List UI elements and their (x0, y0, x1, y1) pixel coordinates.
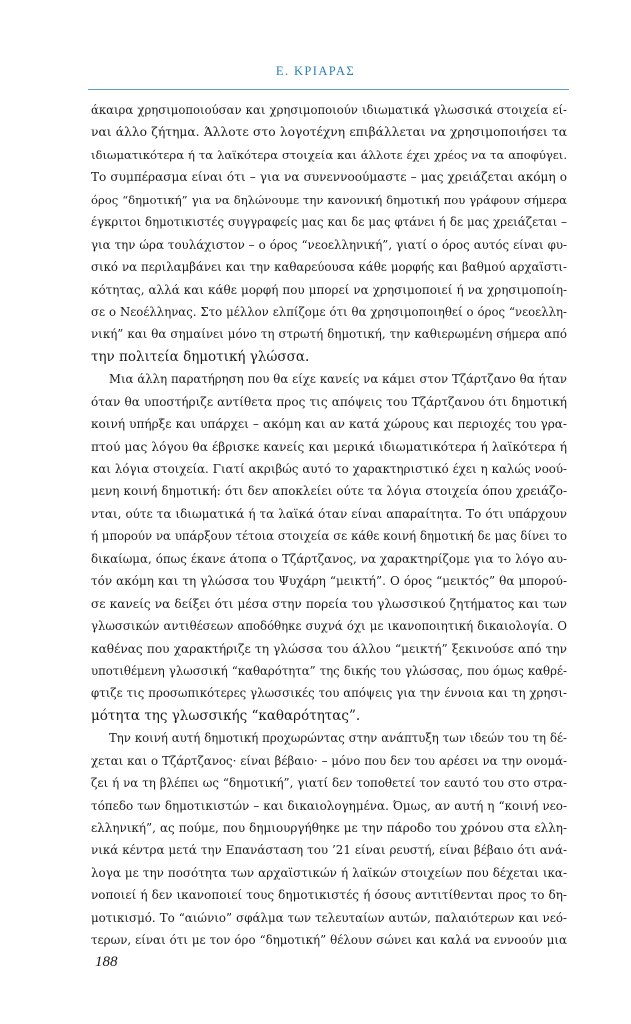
text-line: φτιζε τις προσωπικότερες γλωσσικές του απόψεις για την έννοια και τη χρησι- (91, 686, 567, 701)
text-line: νται, ούτε τα ιδιωματικά ή τα λαϊκά όταν είναι απαραίτητα. Το ότι υπάρχουν (91, 506, 567, 521)
text-line: δικαίωμα, όπως έκανε άτοπα ο Τζάρτζανος, να χαρακτηρίζομε για το λόγο αυ- (91, 551, 567, 566)
paragraph-first-line: Την κοινή αυτή δημοτική προχωρώντας στην ανάπτυξη των ιδεών του τη δέ- (109, 731, 567, 746)
text-line: καθένας που χαρακτήριζε τη γλώσσα του άλλου “μεικτή” ξεκινούσε από την (91, 641, 567, 656)
text-line: κοινή υπήρξε και υπάρχει – ακόμη και αν κατά χώρους και περιοχές του γρα- (91, 417, 567, 432)
paragraph-first-line: Μια άλλη παρατήρηση που θα είχε κανείς να κάμει στον Τζάρτζανο θα ήταν (109, 372, 567, 387)
text-line: χεται και ο Τζάρτζανος· είναι βέβαιο· – μόνο που δεν του αρέσει να την ονομά- (91, 753, 567, 768)
text-line: έγκριτοι δημοτικιστές συγγραφείς μας και δε μας φτάνει ή δε μας χρειάζεται – (91, 215, 567, 230)
text-line: σε ο Νεοέλληνας. Στο μέλλον ελπίζομε ότι θα χρησιμοποιηθεί ο όρος “νεοελλη- (91, 304, 567, 319)
text-line: τερων, είναι ότι με τον όρο “δημοτική” θέλουν σώνει και καλά να εννοούν μια (91, 933, 567, 948)
text-line: όρος “δημοτική” για να δηλώνουμε την κανονική δημοτική που γράφουν σήμερα (91, 192, 567, 207)
text-line: Το συμπέρασμα είναι ότι – για να συνεννοούμαστε – μας χρειάζεται ακόμη ο (91, 170, 567, 185)
text-line: όταν θα υποστήριζε αντίθετα προς τις απόψεις του Τζάρτζανου ότι δημοτική (91, 394, 567, 409)
text-line: ή μπορούν να υπάρξουν τέτοια στοιχεία σε κάθε κοινή δημοτική δε μας δίνει το (91, 529, 567, 544)
text-line: άκαιρα χρησιμοποιούσαν και χρησιμοποιούν ιδιωματικά γλωσσικά στοιχεία εί- (91, 103, 567, 117)
text-line: σικό να περιλαμβάνει και την καθαρεύουσα κάθε μορφής και βαθμού αρχαϊστι- (91, 260, 567, 275)
text-line: λογα με την ποσότητα των αρχαϊστικών ή λαϊκών στοιχείων που δέχεται ικα- (91, 865, 567, 880)
text-line: ναι άλλο ζήτημα. Άλλοτε στο λογοτέχνη επιβάλλεται να χρησιμοποιήσει τα (91, 125, 567, 140)
text-line: νικά κέντρα μετά την Επανάσταση του ’21 είναι ρευστή, είναι βέβαιο ότι ανά- (91, 843, 567, 858)
text-line: νοποιεί ή δεν ικανοποιεί τους δημοτικιστές ή όσους αντιτίθενται προς το δη- (91, 888, 567, 903)
body-text (91, 99, 567, 952)
text-line: και λόγια στοιχεία. Γιατί ακριβώς αυτό το χαρακτηριστικό έχει η καλώς νοού- (91, 462, 567, 476)
running-header: Ε. ΚΡΙΑΡΑΣ (275, 64, 356, 78)
paragraph-end-line: μότητα της γλωσσικής “καθαρότητας”. (91, 707, 361, 724)
text-line: ελληνική”, ας πούμε, που δημιουργήθηκε με την πάροδο του χρόνου στα ελλη- (91, 821, 567, 835)
text-line: υποτιθέμενη γλωσσική “καθαρότητα” της δικής του γλώσσας, που όμως καθρέ- (91, 663, 567, 678)
text-line: τόπεδο των δημοτικιστών – και δικαιολογημένα. Όμως, αν αυτή η “κοινή νεο- (91, 798, 567, 813)
text-line: πτού μας λόγου θα έβρισκε κανείς και μερικά ιδιωματικότερα ή λαϊκότερα ή (91, 439, 567, 454)
text-line: ιδιωματικότερα ή τα λαϊκότερα στοιχεία και άλλοτε έχει χρέος να τα αποφύγει. (91, 147, 567, 162)
text-line: τόν ακόμη και τη γλώσσα του Ψυχάρη “μεικτή”. Ο όρος “μεικτός” θα μπορού- (91, 574, 567, 589)
header-rule (88, 89, 569, 90)
text-line: ζει ή να τη βλέπει ως “δημοτική”, γιατί δεν τοποθετεί τον εαυτό του στο στρα- (91, 776, 567, 791)
text-line: γλωσσικών αντιθέσεων αποδόθηκε συχνά όχι με ικανοποιητική δικαιολογία. Ο (91, 619, 567, 634)
text-line: μενη κοινή δημοτική: ότι δεν αποκλείει ούτε τα λόγια στοιχεία όπου χρειάζο- (91, 484, 567, 499)
text-line: νική” και θα σημαίνει μόνο τη στρωτή δημοτική, την καθιερωμένη σήμερα από (91, 327, 567, 342)
text-line: σε κανείς να δείξει ότι μέσα στην πορεία του γλωσσικού ζητήματος και των (91, 596, 567, 611)
page-number: 188 (95, 954, 118, 970)
text-line: μοτικισμό. Το “αιώνιο” σφάλμα των τελευταίων αυτών, παλαιότερων και νεό- (91, 910, 567, 925)
text-line: κότητας, αλλά και κάθε μορφή που μπορεί να χρησιμοποιεί ή να χρησιμοποίη- (91, 282, 567, 297)
text-line: για την ώρα τουλάχιστον – ο όρος “νεοελληνική”, γιατί ο όρος αυτός είναι φυ- (91, 237, 567, 252)
paragraph-end-line: την πολιτεία δημοτική γλώσσα. (91, 348, 310, 365)
